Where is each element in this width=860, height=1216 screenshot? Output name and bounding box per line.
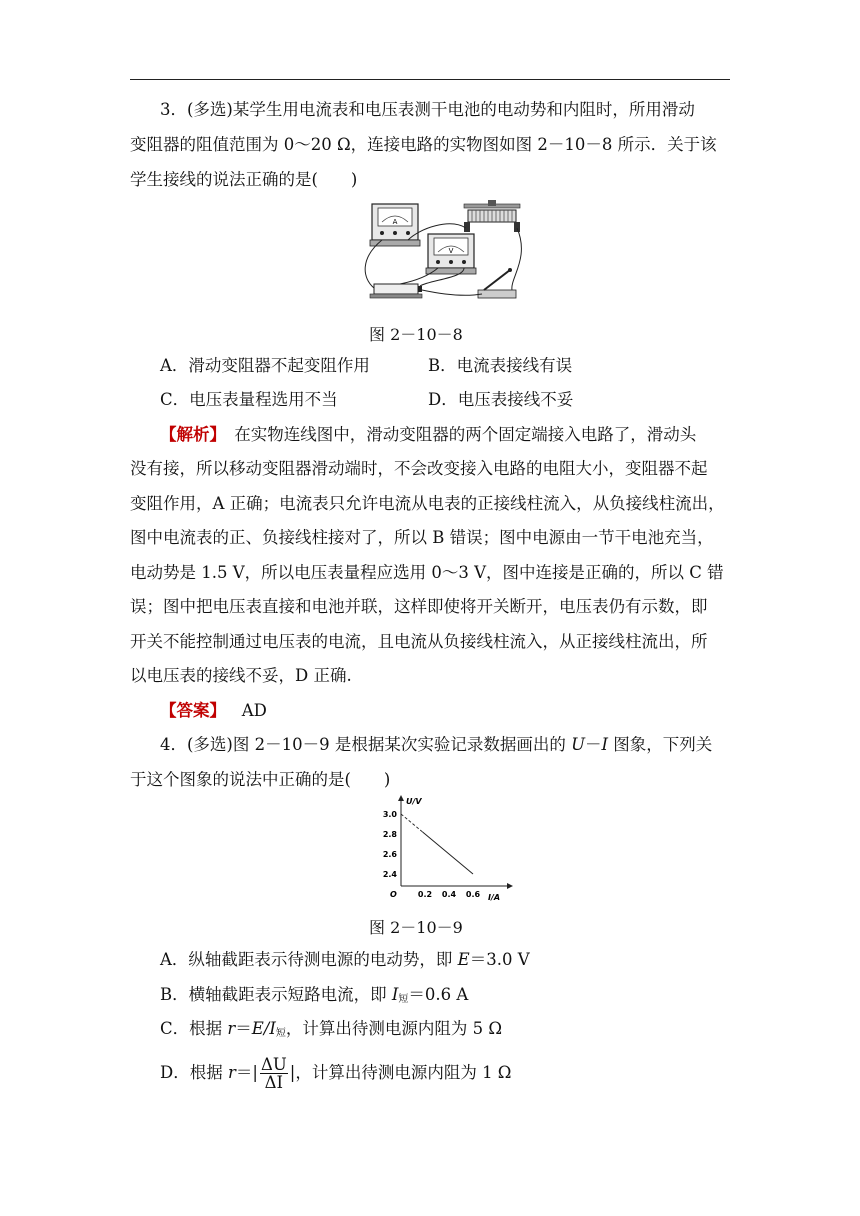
circuit-figure — [360, 198, 530, 310]
rheostat — [464, 200, 520, 232]
y-tick-label: 2.4 — [382, 870, 397, 879]
q3-answer — [160, 701, 267, 721]
switch — [478, 268, 516, 298]
q4-option-a: A．纵轴截距表示待测电源的电动势，即 E＝3.0 V — [160, 950, 530, 969]
x-tick-label: 0.2 — [417, 890, 433, 899]
q3-figure-caption: 图 2－10－8 — [369, 325, 463, 344]
y-tick-label: 3.0 — [382, 810, 397, 819]
q4-option-d: D．根据 r＝| $\frac{\Delta U}{\Delta I}$ |，计算出待测电源内阻为 1 Ω — [160, 1055, 512, 1092]
q3-option-b: B．电流表接线有误 — [428, 356, 573, 375]
graph-xlabel: I/A — [488, 893, 501, 902]
ui-graph — [360, 790, 520, 908]
q4-option-b: B．横轴截距表示短路电流，即 $I_短=0.6$ A — [160, 985, 469, 1005]
q4-line-2: 于这个图象的说法中正确的是( ) — [130, 770, 391, 789]
answer-value: AD — [241, 701, 267, 720]
header-rule — [130, 79, 730, 80]
y-tick-label: 2.6 — [382, 850, 397, 859]
q3-analysis-line-3: 变阻作用，A 正确；电流表只允许电流从电表的正接线柱流入，从负接线柱流出， — [130, 494, 725, 513]
x-tick-label: 0.4 — [441, 890, 457, 899]
q3-analysis-line-4: 图中电流表的正、负接线柱接对了，所以 B 错误；图中电源由一节干电池充当， — [130, 528, 714, 547]
voltmeter-label: V — [448, 247, 454, 255]
q3-analysis-line-7: 开关不能控制通过电压表的电流，且电流从负接线柱流入，从正接线柱流出，所 — [130, 632, 708, 651]
q3-line-3: 学生接线的说法正确的是( ) — [130, 170, 358, 189]
battery — [370, 284, 422, 298]
q3-option-a: A．滑动变阻器不起变阻作用 — [160, 356, 370, 375]
q3-line-2: 变阻器的阻值范围为 0～20 Ω，连接电路的实物图如图 2－10－8 所示．关于该 — [130, 135, 717, 154]
q4-line-1: 4．(多选)图 2－10－9 是根据某次实验记录数据画出的 U－I 图象，下列关 — [160, 735, 713, 754]
extrapolated-segment — [401, 814, 423, 832]
q3-analysis-line-1: 【解析】 在实物连线图中，滑动变阻器的两个固定端接入电路了，滑动头 — [160, 425, 697, 444]
voltmeter — [426, 234, 476, 274]
ammeter — [370, 204, 420, 246]
q3-option-c: C．电压表量程选用不当 — [160, 390, 338, 409]
q4-figure-caption: 图 2－10－9 — [369, 918, 463, 937]
x-tick-label: 0.6 — [465, 890, 481, 899]
analysis-label: 【解析】 — [160, 425, 218, 444]
q4-option-c: C．根据 $r=E/I_短$，计算出待测电源内阻为 5 Ω — [160, 1019, 503, 1039]
ammeter-label: A — [392, 218, 398, 226]
q3-line-1: 3．(多选)某学生用电流表和电压表测干电池的电动势和内阻时，所用滑动 — [160, 100, 695, 119]
q3-analysis-line-2: 没有接，所以移动变阻器滑动端时，不会改变接入电路的电阻大小，变阻器不起 — [130, 459, 708, 478]
q3-option-d: D．电压表接线不妥 — [428, 390, 574, 409]
data-line — [423, 832, 473, 874]
graph-ylabel: U/V — [406, 797, 422, 806]
q3-analysis-line-6: 误；图中把电压表直接和电池并联，这样即使将开关断开，电压表仍有示数，即 — [130, 597, 708, 616]
graph-origin: O — [390, 890, 397, 899]
y-tick-label: 2.8 — [382, 830, 397, 839]
answer-label: 【答案】 — [160, 701, 226, 720]
q3-analysis-line-8: 以电压表的接线不妥，D 正确. — [130, 666, 352, 685]
q3-analysis-line-5: 电动势是 1.5 V，所以电压表量程应选用 0～3 V，图中连接是正确的，所以 C 错 — [130, 563, 724, 582]
delta-fraction: $\frac{\Delta U}{\Delta I}$ — [260, 1055, 287, 1092]
